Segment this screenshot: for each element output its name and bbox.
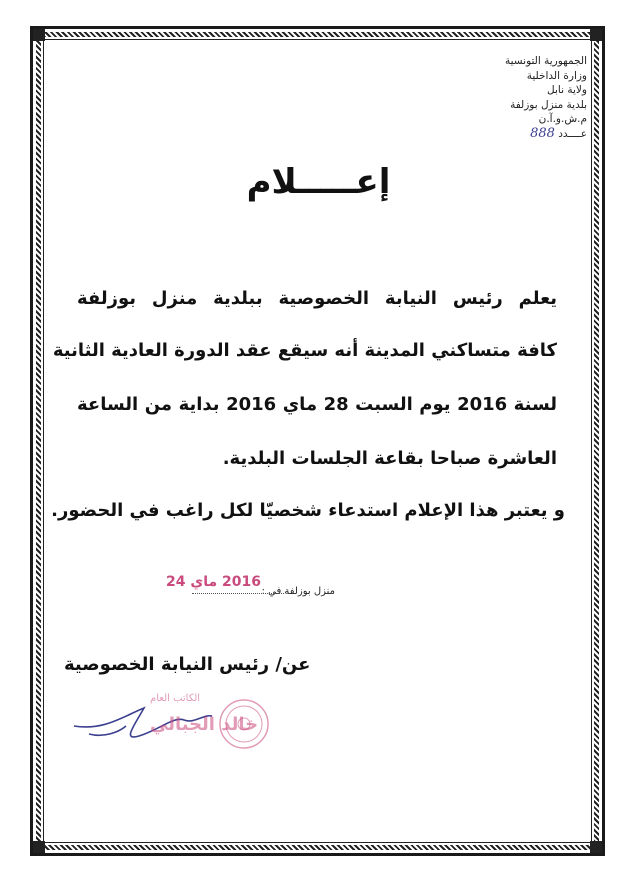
letterhead-line-municipality: بلدية منزل بوزلفة <box>510 98 587 111</box>
date-stamp: 2016 ماي 24 <box>166 574 261 590</box>
signatory-name: خالد الجبالي <box>150 714 259 735</box>
letterhead-line-country: الجمهورية التونسية <box>505 55 587 67</box>
signatory-stamp-line: الكاتب العام <box>150 693 201 704</box>
letterhead-number-row <box>427 127 587 142</box>
body-line-1: يعلم رئيس النيابة الخصوصية ببلدية منزل بوزلفة <box>77 288 557 309</box>
letterhead <box>427 54 587 141</box>
body-line-5: و يعتبر هذا الإعلام استدعاء شخصيّا لكل راغب في الحضور. <box>51 500 565 521</box>
letterhead-line-ministry: وزارة الداخلية <box>526 69 587 82</box>
letterhead-number-value: 888 <box>530 125 555 141</box>
signature-title: عن/ رئيس النيابة الخصوصية <box>64 654 311 675</box>
letterhead-line-governorate: ولاية نابل <box>547 84 587 96</box>
body-line-3: لسنة 2016 يوم السبت 28 ماي 2016 بداية من الساعة <box>77 394 558 415</box>
corner-ornament-tl <box>33 29 45 41</box>
date-label: منزل بوزلفة في : <box>261 586 335 597</box>
corner-ornament-bl <box>33 841 45 853</box>
letterhead-number-label: عــــدد <box>558 127 587 140</box>
corner-ornament-br <box>590 841 602 853</box>
date-dotted-line <box>192 593 284 594</box>
letterhead-reference: م.ش.و.آ.ن <box>538 113 587 125</box>
page-title: إعـــــلام <box>246 162 391 202</box>
corner-ornament-tr <box>590 29 602 41</box>
body-line-4: العاشرة صباحا بقاعة الجلسات البلدية. <box>222 448 557 469</box>
body-line-2: كافة متساكني المدينة أنه سيقع عقد الدورة العادية الثانية <box>52 340 557 361</box>
